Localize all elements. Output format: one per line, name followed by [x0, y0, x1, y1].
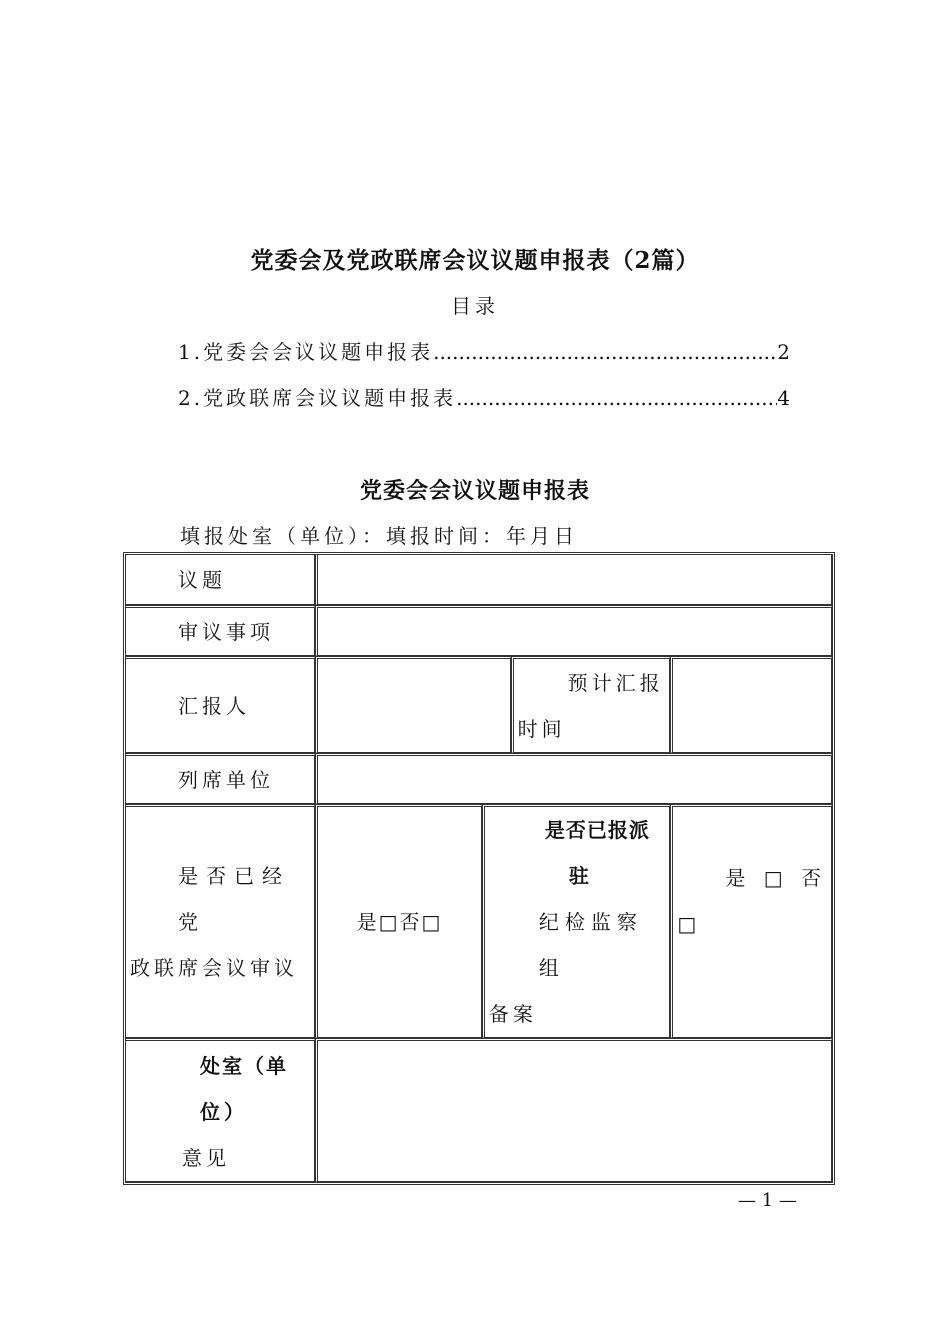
- reporter-label: 汇报人: [126, 656, 315, 753]
- page-number: — 1 —: [738, 1190, 797, 1211]
- report-time-value-cell[interactable]: [670, 656, 832, 753]
- toc-page-number: 4: [777, 386, 790, 410]
- opinion-label-line2: 位）: [200, 1100, 248, 1124]
- filed-label-line3: 纪检监察组: [538, 910, 643, 980]
- document-title: 党委会及党政联席会议议题申报表（2篇）: [250, 247, 700, 274]
- filed-label-line4: 备案: [488, 1002, 537, 1026]
- toc-leader-dots: [433, 340, 777, 364]
- report-time-label-line1: 预计汇报: [567, 670, 664, 695]
- attending-units-label: 列席单位: [126, 753, 315, 804]
- table-row: [126, 1038, 832, 1182]
- reviewed-label-line2: 政联席会议审议: [130, 956, 298, 980]
- reviewed-label: [126, 804, 315, 1038]
- table-row: [126, 656, 832, 753]
- opinion-value-cell[interactable]: [315, 1038, 832, 1182]
- form-title: 党委会会议议题申报表: [359, 478, 590, 504]
- report-time-label: [511, 656, 671, 753]
- opinion-label: [126, 1038, 315, 1182]
- review-items-value-cell[interactable]: [315, 605, 832, 656]
- filed-label-line2: 驻: [568, 864, 593, 888]
- form-meta-line: 填报处室（单位）：填报时间：年月日: [180, 524, 578, 548]
- table-row: [126, 804, 832, 1038]
- table-row: [126, 605, 832, 656]
- toc-leader-dots: [456, 386, 777, 410]
- report-time-label-line2: 时间: [517, 716, 566, 741]
- opinion-label-line1: 处室（单: [200, 1054, 288, 1078]
- reviewed-label-line1: 是否已经党: [178, 864, 290, 934]
- opinion-label-line3: 意见: [182, 1146, 230, 1170]
- application-form-table: [123, 552, 835, 1185]
- toc-heading: 目录: [451, 294, 499, 318]
- topic-value-cell[interactable]: [315, 555, 832, 605]
- toc-entry-1[interactable]: [178, 336, 790, 366]
- filed-label: [482, 804, 670, 1038]
- review-items-label: 审议事项: [126, 605, 315, 656]
- toc-entry-label: 1.党委会会议议题申报表: [178, 340, 434, 364]
- toc-entry-label: 2.党政联席会议议题申报表: [178, 386, 457, 410]
- table-row: [126, 753, 832, 804]
- reviewed-options-checkboxes[interactable]: 是□否□: [315, 804, 482, 1038]
- topic-label: 议题: [126, 555, 315, 605]
- filed-options-line2: □: [677, 912, 701, 936]
- toc-page-number: 2: [777, 340, 790, 364]
- toc-entry-2[interactable]: [178, 382, 790, 412]
- filed-label-line1: 是否已报派: [544, 818, 650, 842]
- filed-options-line1: 是 □ 否: [725, 866, 827, 890]
- attending-units-value-cell[interactable]: [315, 753, 832, 804]
- filed-options-checkboxes[interactable]: [670, 804, 832, 1038]
- reporter-value-cell[interactable]: [315, 656, 510, 753]
- table-row: [126, 555, 832, 605]
